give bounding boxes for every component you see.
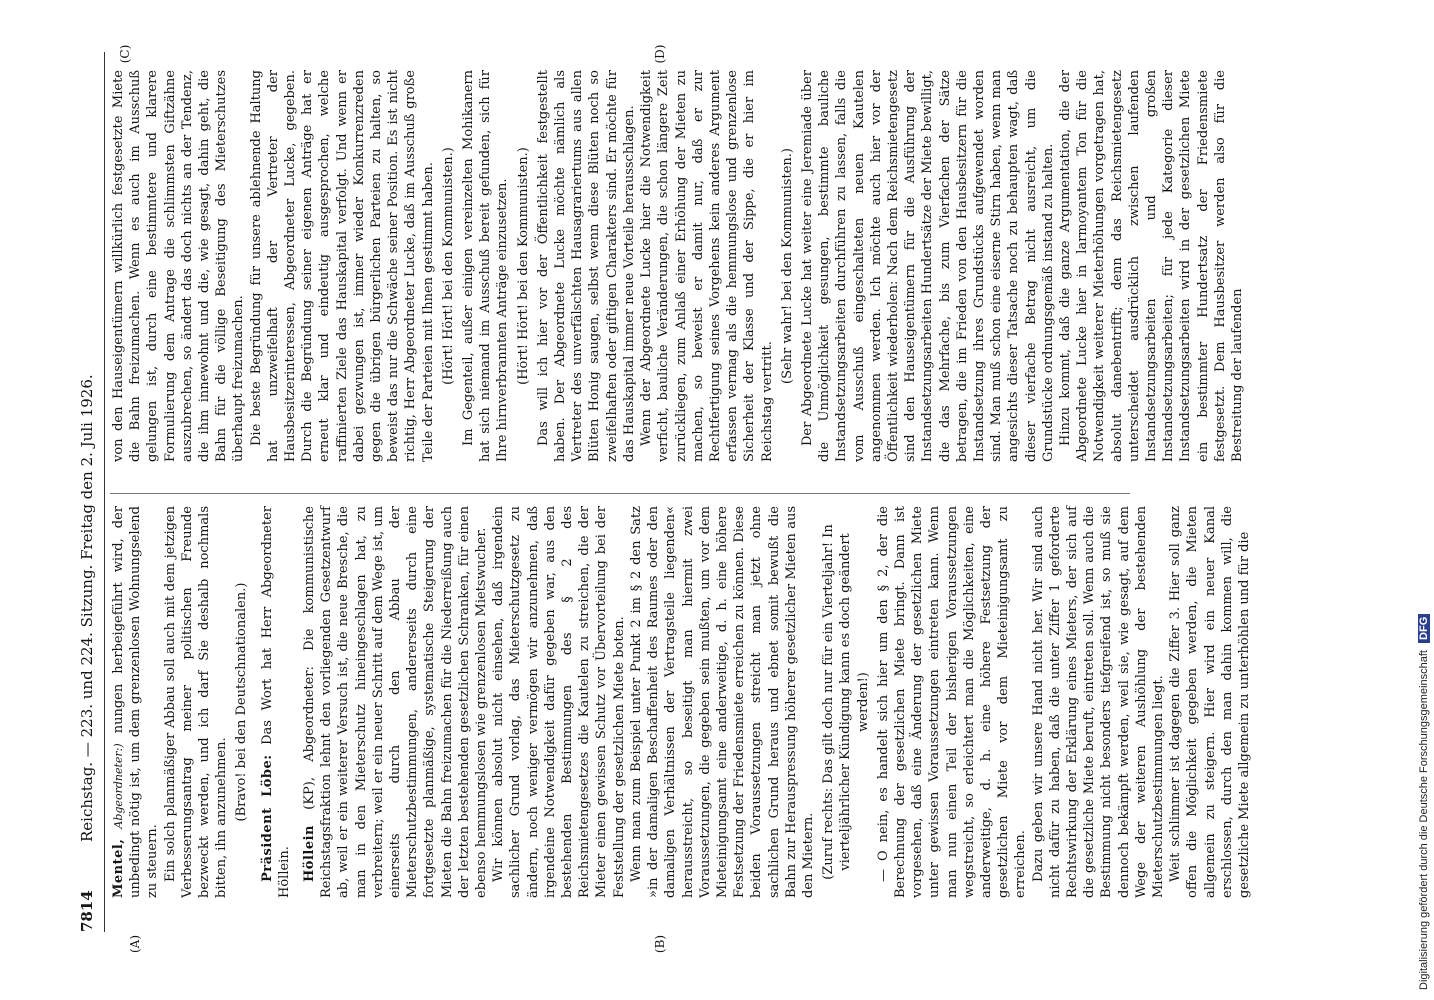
left-column: [110, 506, 1253, 898]
paragraph: Wenn der Abgeordnete Lucke hier die Notwendigkeit verficht, bauliche Veränderungen, die schon längere Zeit zurückliegen, zum Anlaß einer Erhöhung der Mieten zu machen, so beweist er damit nur, daß er zur Rechtfertigung seines Vorgehens kein anderes Argument erfassen vermag als die hemmungslose und grenzenlose Sicherheit der Klasse und der Sippe, die er hier im Reichstag vertritt.: [639, 70, 775, 462]
paragraph: — O nein, es handelt sich hier um den § 2, der die Berechnung der gesetzlichen Miete bringt. Dann ist vorgesehen, daß eine Änderung der gesetzlichen Miete unter gewissen Voraussetzungen eintreten kann. Wenn man nun einen Teil der bisherigen Voraussetzungen wegstreicht, so erleichtert man die Möglichkeiten, eine anderweitige, d. h. eine höhere Festsetzung der gesetzlichen Miete vor dem Mieteinigungsamt zu erreichen.: [875, 506, 1029, 898]
column-divider: [110, 493, 1130, 494]
margin-marker-a: (A): [128, 934, 142, 954]
digitization-text: Digitalisierung gefördert durch die Deutsche Forschungsgemeinschaft: [1418, 650, 1430, 990]
paragraph-text: Das Wort hat Herr Abgeordneter Höllein.: [259, 506, 292, 898]
speaker-name: Präsident Löbe:: [259, 754, 275, 882]
paragraph: Dazu geben wir unsere Hand nicht her. Wir sind auch nicht dafür zu haben, daß die unter Ziffer 1 geforderte Rechtswirkung der Erklärung eines Mieters, der sich auf die gesetzliche Miete beruft, eintreten soll. Wenn auch die Bestimmung nicht besonders tiefgreifend ist, so muß sie dennoch bekämpft werden, weil sie, wie gesagt, auf dem Wege der weiteren Aushöhlung der bestehenden Mieterschutzbestimmungen liegt.: [1030, 506, 1166, 898]
header-rule: [104, 52, 105, 932]
paragraph: Im Gegenteil, außer einigen vereinzelten Mohikanern hat sich niemand im Ausschuß bereit gefunden, sich für Ihre hirnverbrannten Anträge einzusetzen.: [461, 70, 511, 462]
margin-marker-c: (C): [118, 44, 132, 64]
digitization-note: [1418, 10, 1430, 990]
speaker-role: Abgeordneter:): [112, 743, 125, 829]
margin-marker-d: (D): [653, 44, 667, 64]
paragraph: Wenn man zum Beispiel unter Punkt 2 im § 2 den Satz »in der damaligen Beschaffenheit des Raumes oder den damaligen Verhältnissen der Vertragsteile liegenden« herausstreicht, so beseitigt man hiermit zwei Voraussetzungen, die gegeben sein mußten, um vor dem Mieteinigungsamt eine anderweitige, d. h. eine höhere Festsetzung der Friedensmiete erreichen zu können. Diese beiden Voraussetzungen streicht man jetzt ohne sachlichen Grund heraus und ebnet somit bewußt die Bahn zur Herauspressung höherer gesetzlicher Mieten aus den Mietern.: [628, 506, 816, 898]
speaker-name: Mentel,: [111, 838, 126, 898]
rotated-page: [78, 44, 1252, 954]
interjection: (Bravo! bei den Deutschnationalen.): [234, 582, 250, 822]
paragraph: Wir können absolut nicht einsehen, daß irgendein sachlicher Grund vorlag, das Mieterschutzgesetz zu ändern, noch weniger vermögen wir anzunehmen, daß irgendeine Notwendigkeit dafür gegeben war, aus den bestehenden Bestimmungen des § 2 des Reichsmietengesetzes die Kautelen zu streichen, die der Mieter einen gewissen Schutz vor Übervorteilung bei der Feststellung der gesetzlichen Miete boten.: [491, 506, 627, 898]
paragraph: [110, 506, 162, 898]
paragraph-text: nungen herbeigeführt wird, der unbedingt nötig ist, um dem grenzenlosen Wohnungselend zu steuern.: [111, 506, 161, 898]
interjection: (Sehr wahr! bei den Kommunisten.): [779, 148, 795, 384]
paragraph: Weit schlimmer ist dagegen die Ziffer 3. Hier soll ganz offen die Möglichkeit gegeben werden, die Mieten allgemein zu steigern. Hier wird ein neuer Kanal erschlossen, durch den man dahin kommen will, die gesetzliche Miete allgemein zu unterhöhlen und für die: [1168, 506, 1252, 898]
paragraph: Das will ich hier vor der Öffentlichkeit festgestellt haben. Der Abgeordnete Lucke möchte nämlich als Vertreter des unverfälschten Hausagrariertums aus allen Blüten Honig saugen, selbst wenn diese Blüten noch so zweifelhaften oder giftigen Charakters sind. Er möchte für das Hauskapital immer neue Vorteile herausschlagen.: [535, 70, 637, 462]
interjection: (Zuruf rechts: Das gilt doch nur für ein Vierteljahr! In vierteljährlicher Kündigung kann es doch geändert werden!): [821, 524, 871, 880]
speaker-name: Höllein: [302, 825, 318, 882]
paragraph: Ein solch planmäßiger Abbau soll auch mit dem jetzigen Verbesserungsantrag meiner politischen Freunde bezweckt werden, und ich darf Sie deshalb nochmals bitten, ihn anzunehmen.: [162, 506, 230, 898]
page-number: 7814: [78, 890, 96, 932]
paragraph: [259, 506, 293, 898]
paragraph: [301, 506, 490, 898]
paragraph: Die beste Begründung für unsere ablehnende Haltung hat unzweifelhaft der Vertreter der Hausbesitzerinteressen, Abgeordneter Lucke, gegeben. Durch die Begründung seiner eigenen Anträge hat er erneut klar und eindeutig ausgesprochen, welche raffinierten Ziele das Hauskapital verfolgt. Und wenn er dabei gezwungen ist, immer wieder Konkurrenzreden gegen die übrigen bürgerlichen Parteien zu halten, so beweist das nur die Schwäche seiner Position. Es ist nicht richtig, Herr Abgeordneter Lucke, daß im Ausschuß große Teile der Parteien mit Ihnen gestimmt haben.: [248, 70, 436, 462]
paragraph: von den Hauseigentümern willkürlich festgesetzte Miete die Bahn freizumachen. Wenn es auch im Ausschuß gelungen ist, durch eine bestimmtere und klarere Formulierung dem Antrage die schlimmsten Giftzähne auszubrechen, so ändert das doch nichts an der Tendenz, die ihm innewohnt und die, wie gesagt, dahin geht, die Bahn für die völlige Beseitigung des Mieterschutzes überhaupt freizumachen.: [111, 70, 247, 462]
page-title: Reichstag. — 223. und 224. Sitzung. Freitag den 2. Juli 1926.: [78, 374, 96, 842]
margin-marker-b: (B): [653, 934, 667, 954]
right-column: [110, 70, 1246, 462]
interjection: (Hört! Hört! bei den Kommunisten.): [515, 147, 531, 385]
paragraph-text: (KP), Abgeordneter: Die kommunistische Reichstagsfraktion lehnt den vorliegenden Gesetzentwurf ab, weil er ein weiterer Versuch ist, die neue Bresche, die man in den Mieterschutz hineingeschlagen hat, zu verbreitern; weil er ein neuer Schritt auf dem Wege ist, um einerseits durch den Abbau der Mieterschutzbestimmungen, andererseits durch eine fortgesetzte planmäßige, systematische Steigerung der Mieten die Bahn freizumachen für die Niederreißung auch der letzten bestehenden gesetzlichen Schranken, für einen ebenso hemmungslosen wie grenzenlosen Mietswucher.: [302, 505, 490, 898]
paragraph: Hinzu kommt, daß die ganze Argumentation, die der Abgeordnete Lucke hier in larmoyantem Ton für die Notwendigkeit weiterer Mieterhöhungen vorgetragen hat, absolut danebentrifft; denn das Reichsmietengesetz unterscheidet ausdrücklich zwischen laufenden Instandsetzungsarbeiten und großen Instandsetzungsarbeiten; für jede Kategorie dieser Instandsetzungsarbeiten wird in der gesetzlichen Miete ein bestimmter Hundertsatz der Friedensmiete festgesetzt. Dem Hausbesitzer werden also für die Bestreitung der laufenden: [1057, 70, 1245, 462]
interjection: (Hört! Hört! bei den Kommunisten.): [440, 147, 456, 385]
dfg-logo: DFG: [1418, 614, 1430, 643]
paragraph: Der Abgeordnete Lucke hat weiter eine Jeremiade über die Unmöglichkeit gesungen, bestimmte bauliche Instandsetzungsarbeiten durchführen zu lassen, falls die vom Ausschuß eingeschalteten neuen Kautelen angenommen werden. Ich möchte auch hier vor der Öffentlichkeit wiederholen: Nach dem Reichsmietengesetz sind den Hauseigentümern für die Ausführung der Instandsetzungsarbeiten Hundertsätze der Miete bewilligt, die das Mehrfache, bis zum Vierfachen der Sätze betragen, die im Frieden von den Hausbesitzern für die Instandsetzung ihres Grundstücks aufgewendet worden sind. Man muß schon eine eiserne Stirn haben, wenn man angesichts dieser Tatsache noch zu behaupten wagt, daß dieser vierfache Betrag nicht ausreicht, um die Grundstücke ordnungsgemäß instand zu halten.: [799, 70, 1056, 462]
page-header: [78, 52, 100, 932]
